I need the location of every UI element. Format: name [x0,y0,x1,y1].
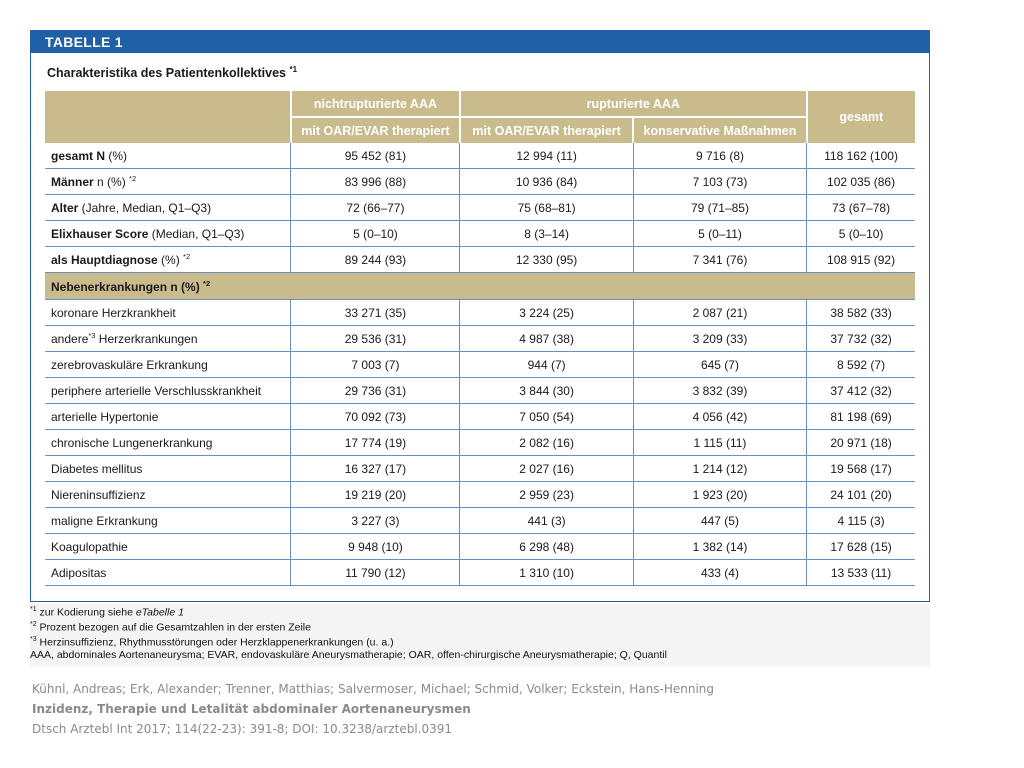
cell-value: 89 244 (93) [291,247,460,273]
cell-value: 95 452 (81) [291,143,460,169]
table-row [45,169,915,195]
cell-value: 9 716 (8) [633,143,806,169]
cell-value: 4 115 (3) [807,508,915,534]
table-banner: TABELLE 1 [31,31,929,53]
cell-value: 433 (4) [633,560,806,586]
cell-value: 441 (3) [460,508,633,534]
table-row [45,456,915,482]
row-label: koronare Herzkrankheit [45,300,291,326]
cell-value: 11 790 (12) [291,560,460,586]
row-label: Koagulopathie [45,534,291,560]
row-label: Elixhauser Score (Median, Q1–Q3) [45,221,291,247]
cell-value: 38 582 (33) [807,300,915,326]
cell-value: 83 996 (88) [291,169,460,195]
cell-value: 79 (71–85) [633,195,806,221]
cell-value: 118 162 (100) [807,143,915,169]
cell-value: 5 (0–10) [291,221,460,247]
cell-value: 73 (67–78) [807,195,915,221]
row-label: arterielle Hypertonie [45,404,291,430]
cell-value: 3 209 (33) [633,326,806,352]
row-label: Adipositas [45,560,291,586]
cell-value: 72 (66–77) [291,195,460,221]
cell-value: 29 536 (31) [291,326,460,352]
cell-value: 70 092 (73) [291,404,460,430]
row-label: Alter (Jahre, Median, Q1–Q3) [45,195,291,221]
citation [32,679,714,739]
header-row-groups [45,91,915,117]
header-ruptured: rupturierte AAA [460,91,807,117]
footnote-1: $^{*1}$ zur Kodierung siehe eTabelle 1 [30,606,184,619]
cell-value: 4 987 (38) [460,326,633,352]
cell-value: 12 994 (11) [460,143,633,169]
table-row [45,326,915,352]
cell-value: 12 330 (95) [460,247,633,273]
cell-value: 102 035 (86) [807,169,915,195]
row-label: andere$^{*3}$ Herzerkrankungen [45,326,291,352]
cell-value: 3 844 (30) [460,378,633,404]
header-sub-nonruptured-treated: mit OAR/EVAR therapiert [291,117,460,143]
cell-value: 1 115 (11) [633,430,806,456]
cell-value: 13 533 (11) [807,560,915,586]
cell-value: 2 082 (16) [460,430,633,456]
section-footnote-mark: *2 [203,278,211,288]
cell-value: 3 832 (39) [633,378,806,404]
cell-value: 5 (0–11) [633,221,806,247]
row-label: Diabetes mellitus [45,456,291,482]
cell-value: 4 056 (42) [633,404,806,430]
cell-value: 6 298 (48) [460,534,633,560]
cell-value: 5 (0–10) [807,221,915,247]
table-row [45,560,915,586]
cell-value: 24 101 (20) [807,482,915,508]
cell-value: 8 (3–14) [460,221,633,247]
cell-value: 3 224 (25) [460,300,633,326]
footnote-3: $^{*3}$ Herzinsuffizienz, Rhythmusstörungen oder Herzklappenerkrankungen (u. a.) [30,636,394,649]
caption-text: Charakteristika des Patientenkollektives [47,66,290,81]
patient-characteristics-table [45,91,915,586]
table-row [45,482,915,508]
table-row [45,534,915,560]
cell-value: 33 271 (35) [291,300,460,326]
row-label: periphere arterielle Verschlusskrankheit [45,378,291,404]
header-nonruptured: nichtrupturierte AAA [291,91,460,117]
caption-footnote-mark: *1 [289,65,298,74]
footnote-2: $^{*2}$ Prozent bezogen auf die Gesamtzahlen in der ersten Zeile [30,621,311,634]
cell-value: 1 382 (14) [633,534,806,560]
cell-value: 447 (5) [633,508,806,534]
cell-value: 17 628 (15) [807,534,915,560]
cell-value: 645 (7) [633,352,806,378]
cell-value: 81 198 (69) [807,404,915,430]
cell-value: 108 915 (92) [807,247,915,273]
table-row [45,352,915,378]
cell-value: 7 003 (7) [291,352,460,378]
header-sub-ruptured-treated: mit OAR/EVAR therapiert [460,117,633,143]
cell-value: 16 327 (17) [291,456,460,482]
cell-value: 19 219 (20) [291,482,460,508]
cell-value: 37 732 (32) [807,326,915,352]
table-figure [30,30,930,602]
cell-value: 2 027 (16) [460,456,633,482]
cell-value: 944 (7) [460,352,633,378]
cell-value: 8 592 (7) [807,352,915,378]
cell-value: 7 341 (76) [633,247,806,273]
header-empty-cell [45,91,291,143]
abbreviations: AAA, abdominales Aortenaneurysma; EVAR, endovaskuläre Aneurysmatherapie; OAR, offen-chirurgische Aneurysmatherapie; Q, Quantil [30,649,667,661]
row-label: Niereninsuffizienz [45,482,291,508]
table-row [45,221,915,247]
header-total: gesamt [807,91,915,143]
table-row [45,195,915,221]
cell-value: 2 959 (23) [460,482,633,508]
cell-value: 19 568 (17) [807,456,915,482]
cell-value: 17 774 (19) [291,430,460,456]
cell-value: 7 103 (73) [633,169,806,195]
cell-value: 75 (68–81) [460,195,633,221]
citation-journal: Dtsch Arztebl Int 2017; 114(22-23): 391-8; DOI: 10.3238/arztebl.0391 [32,722,453,736]
cell-value: 3 227 (3) [291,508,460,534]
row-label: chronische Lungenerkrankung [45,430,291,456]
table-row [45,430,915,456]
table-row [45,404,915,430]
row-label: zerebrovaskuläre Erkrankung [45,352,291,378]
cell-value: 20 971 (18) [807,430,915,456]
cell-value: 9 948 (10) [291,534,460,560]
citation-authors: Kühnl, Andreas; Erk, Alexander; Trenner, Matthias; Salvermoser, Michael; Schmid, Volker; Eckstein, Hans-Henning [32,682,715,696]
cell-value: 37 412 (32) [807,378,915,404]
section-header-comorbidities [45,273,915,300]
row-label: Männer n (%) $^{*2}$ [45,169,291,195]
section-title: Nebenerkrankungen n (%) [51,279,204,294]
table-row [45,378,915,404]
citation-title: Inzidenz, Therapie und Letalität abdominaler Aortenaneurysmen [32,702,471,716]
cell-value: 7 050 (54) [460,404,633,430]
row-label: maligne Erkrankung [45,508,291,534]
cell-value: 1 923 (20) [633,482,806,508]
header-sub-conservative: konservative Maßnahmen [633,117,806,143]
table-caption [47,65,297,80]
cell-value: 2 087 (21) [633,300,806,326]
table-row [45,300,915,326]
table-footnotes [30,604,930,666]
row-label: als Hauptdiagnose (%) $^{*2}$ [45,247,291,273]
table-row [45,508,915,534]
table-row [45,143,915,169]
cell-value: 10 936 (84) [460,169,633,195]
cell-value: 1 310 (10) [460,560,633,586]
table-row [45,247,915,273]
cell-value: 29 736 (31) [291,378,460,404]
row-label: gesamt N (%) [45,143,291,169]
cell-value: 1 214 (12) [633,456,806,482]
